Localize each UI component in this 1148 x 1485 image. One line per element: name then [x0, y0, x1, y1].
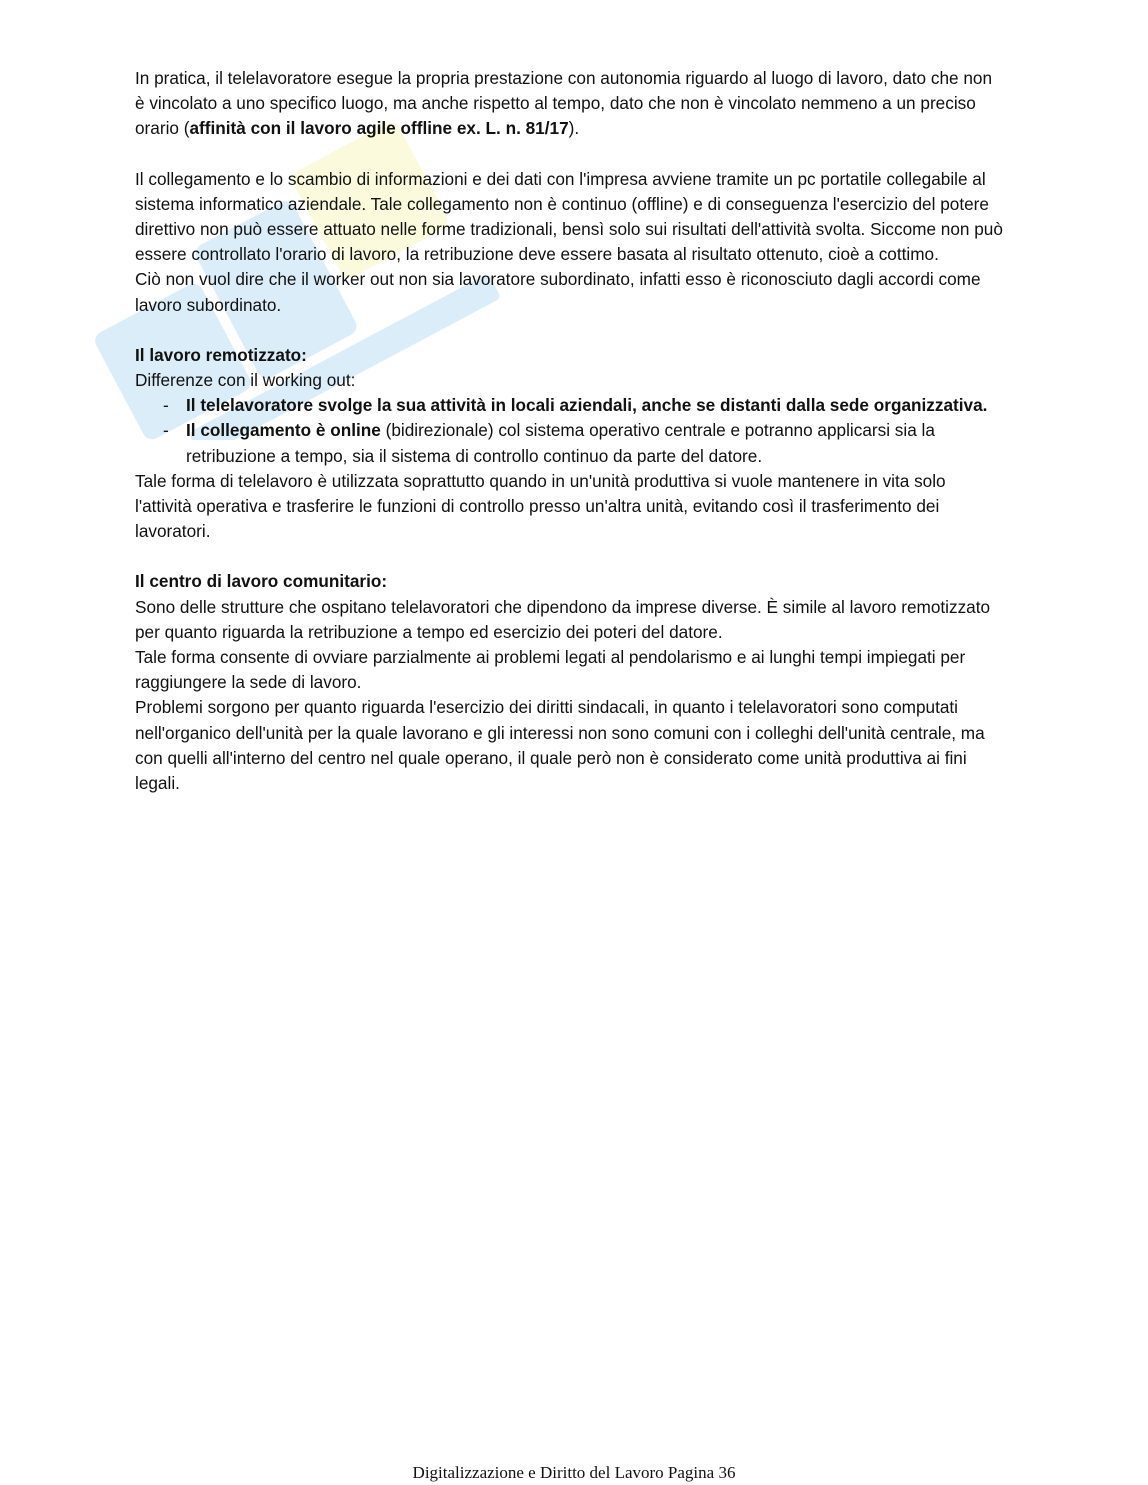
bullet-dash: - [163, 395, 169, 416]
paragraph-differenze: Differenze con il working out: [135, 370, 356, 391]
paragraph-worker-out: Ciò non vuol dire che il worker out non sia lavoratore subordinato, infatti esso è riconosciuto dagli accordi come lavoro subordinato. [135, 269, 981, 315]
paragraph-collegamento: Il collegamento e lo scambio di informazioni e dei dati con l'impresa avviene tramite un pc portatile collegabile al sistema informatico aziendale. Tale collegamento non è continuo (offline) e di conseguenza l'esercizio del potere direttivo non può essere attuato nelle forme tradizionali, bensì solo sui risultati dell'attività svolta. Siccome non può essere controllato l'orario di lavoro, la retribuzione deve essere basata al risultato ottenuto, cioè a cottimo. [135, 168, 1003, 265]
page-footer: Digitalizzazione e Diritto del Lavoro Pagina 36 [412, 1463, 736, 1482]
paragraph-telelavoro-forma: Tale forma di telelavoro è utilizzata soprattutto quando in un'unità produttiva si vuole mantenere in vita solo l'attività operativa e trasferire le funzioni di controllo presso un'altra unità, evitando così il trasferimento dei lavoratori. [135, 470, 946, 542]
heading-lavoro-remotizzato: Il lavoro remotizzato: [135, 344, 307, 365]
document-body [135, 66, 1005, 796]
bold-reference: affinità con il lavoro agile offline ex. L. n. 81/17 [189, 118, 569, 139]
heading-centro-lavoro: Il centro di lavoro comunitario: [135, 571, 388, 592]
paragraph-diritti-sindacali: Problemi sorgono per quanto riguarda l'esercizio dei diritti sindacali, in quanto i telelavoratori sono computati nell'organico dell'unità per la quale lavorano e gli interessi non sono comuni con i colleghi dell'unità centrale, ma con quelli all'interno del centro nel quale operano, il quale però non è considerato come unità produttiva ai fini legali. [135, 697, 985, 794]
paragraph-strutture: Sono delle strutture che ospitano telelavoratori che dipendono da imprese diverse. È simile al lavoro remotizzato per quanto riguarda la retribuzione a tempo ed esercizio dei poteri del datore. [135, 596, 991, 642]
bullet-dash: - [163, 420, 169, 441]
list-item: - Il telelavoratore svolge la sua attività in locali aziendali, anche se distanti dalla sede organizzativa. [135, 393, 1005, 418]
paragraph-intro: In pratica, il telelavoratore esegue la propria prestazione con autonomia riguardo al luogo di lavoro, dato che non è vincolato a uno specifico luogo, ma anche rispetto al tempo, dato che non è vincolato nemmeno a un preciso orario (affinità con il lavoro agile offline ex. L. n. 81/17). [135, 68, 993, 139]
bullet-list [135, 393, 1005, 469]
paragraph-pendolarismo: Tale forma consente di ovviare parzialmente ai problemi legati al pendolarismo e ai lunghi tempi impiegati per raggiungere la sede di lavoro. [135, 647, 966, 693]
list-item: - Il collegamento è online (bidirezionale) col sistema operativo centrale e potranno applicarsi sia la retribuzione a tempo, sia il sistema di controllo continuo da parte del datore. [163, 420, 935, 466]
